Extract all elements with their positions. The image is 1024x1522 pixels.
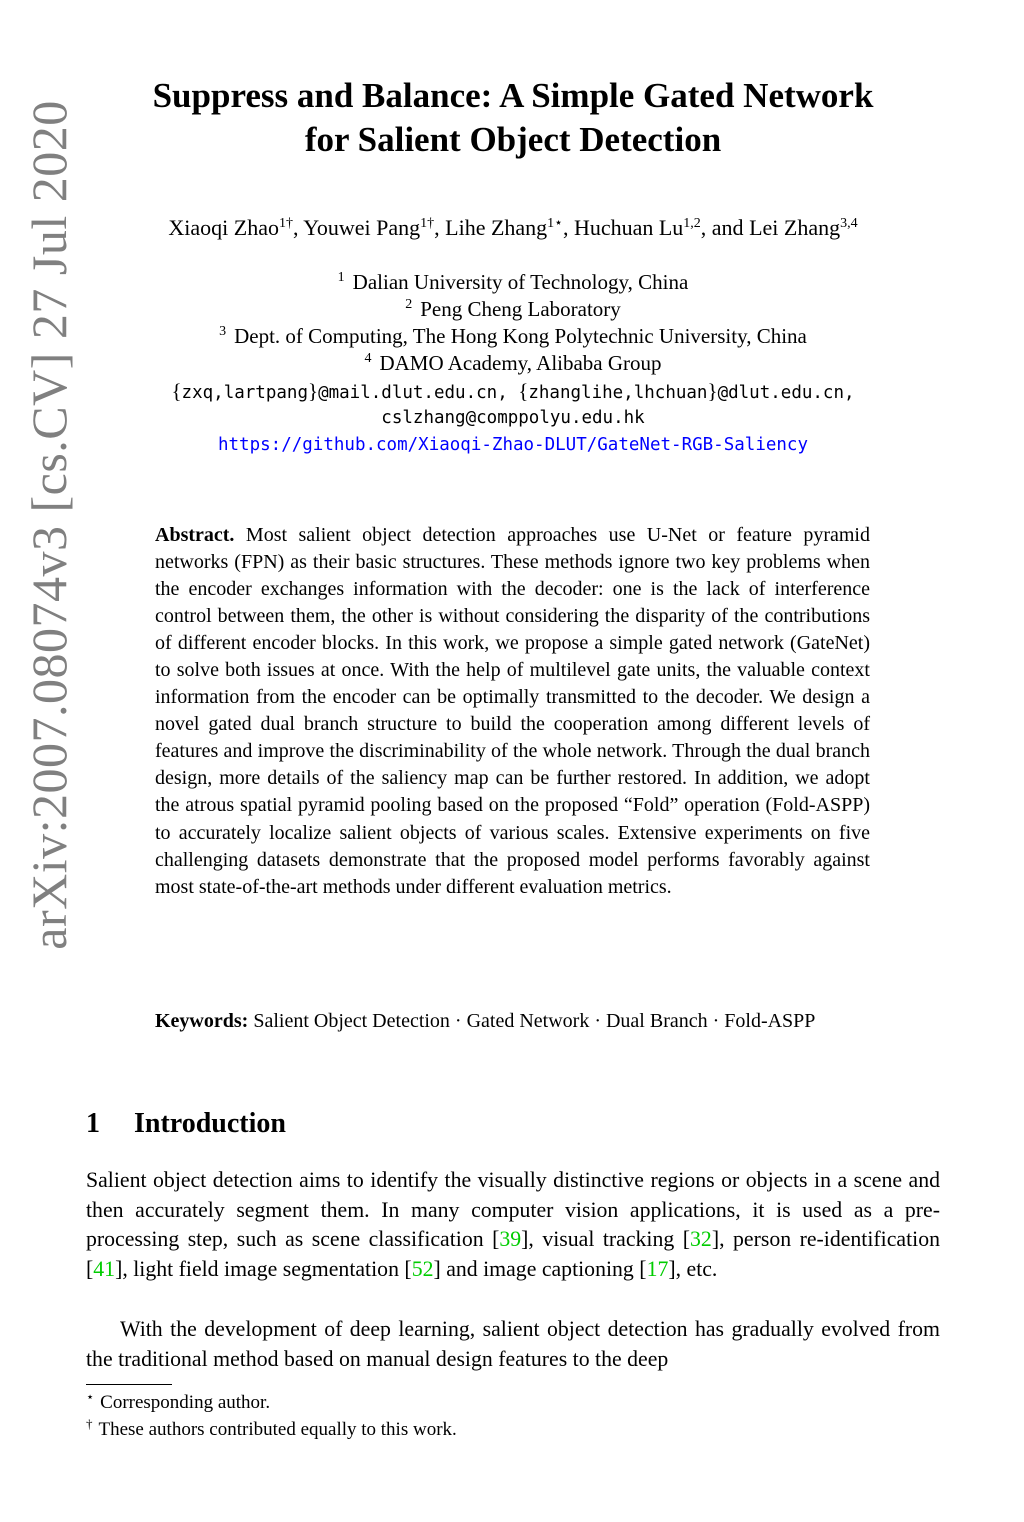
affiliation [80, 269, 946, 296]
arxiv-identifier: arXiv:2007.08074v3 [cs.CV] 27 Jul 2020 [21, 100, 77, 950]
author-superscript: 1⋆ [547, 216, 563, 231]
body-paragraph: Salient object detection aims to identify the visually distinctive regions or objects in a scene and then accurately segment them. In many computer vision applications, it is used as a pre-processing step, such as scene classification [39], visual tracking [32], person re-identification [41], light field image segmentation [52] and image captioning [17], etc. [86, 1168, 940, 1282]
abstract-label: Abstract. [155, 524, 235, 546]
brace: } [307, 379, 319, 403]
affiliation-number: 3 [219, 324, 227, 339]
author-name: Youwei Pang [303, 215, 421, 240]
title-line-1: Suppress and Balance: A Simple Gated Network [152, 76, 874, 115]
author-separator: , [293, 215, 304, 240]
paragraph-text: , etc. [675, 1257, 718, 1282]
author-superscript: 3,4 [840, 216, 858, 231]
brace: { [518, 379, 529, 403]
section-heading [86, 1104, 286, 1144]
author-name: Xiaoqi Zhao [168, 215, 279, 240]
affiliation-text: Peng Cheng Laboratory [420, 297, 621, 321]
affiliation-number: 4 [364, 351, 372, 366]
footnote [86, 1390, 270, 1416]
section-number: 1 [86, 1108, 100, 1139]
affiliation-text: DAMO Academy, Alibaba Group [379, 351, 662, 375]
affiliation-text: Dept. of Computing, The Hong Kong Polytechnic University, China [234, 324, 807, 348]
author-superscript: 1,2 [683, 216, 701, 231]
citation-link[interactable]: 39 [499, 1227, 522, 1252]
footnote-mark: ⋆ [86, 1389, 95, 1404]
section-title: Introduction [134, 1108, 286, 1139]
paragraph-text: and image captioning [440, 1257, 640, 1282]
author-separator: , [562, 215, 574, 240]
affiliation-number: 2 [405, 297, 413, 312]
author-name: Lei Zhang [749, 215, 841, 240]
footnote-mark: † [86, 1416, 93, 1431]
keywords-label: Keywords: [155, 1010, 249, 1032]
brace: } [707, 379, 718, 403]
footnote-text: These authors contributed equally to this work. [98, 1419, 457, 1440]
abstract [155, 522, 870, 901]
brace: { [171, 379, 182, 403]
email-line-1 [80, 378, 946, 407]
citation-link[interactable]: 41 [93, 1257, 116, 1282]
email-names: zxq,lartpang [181, 383, 308, 403]
author-name: Lihe Zhang [445, 215, 548, 240]
repo-link[interactable]: https://github.com/Xiaoqi-Zhao-DLUT/GateNet-RGB-Saliency [217, 435, 808, 455]
footnote-text: Corresponding author. [100, 1392, 271, 1413]
affiliation-text: Dalian University of Technology, China [352, 270, 689, 294]
keywords-text: Salient Object Detection · Gated Network · Dual Branch · Fold-ASPP [253, 1010, 816, 1032]
body-paragraph: With the development of deep learning, salient object detection has gradually evolved from the traditional method based on manual design features to the deep [86, 1317, 940, 1371]
paragraph-text: , light field image segmentation [122, 1257, 405, 1282]
email-domain: @mail.dlut.edu.cn, [318, 383, 519, 403]
affiliation [80, 296, 946, 323]
author-name: Huchuan Lu [573, 215, 684, 240]
title-line-2: for Salient Object Detection [304, 120, 722, 159]
citation-link[interactable]: 17 [646, 1257, 669, 1282]
paragraph-text: , visual tracking [528, 1227, 683, 1252]
author-list [80, 212, 946, 244]
author-separator: , and [700, 215, 750, 240]
affiliation-number: 1 [337, 270, 345, 285]
author-superscript: 1† [279, 216, 293, 231]
author-separator: , [434, 215, 446, 240]
email-names: zhanglihe,lhchuan [528, 383, 708, 403]
abstract-text: Most salient object detection approaches use U-Net or feature pyramid networks (FPN) as their basic structures. These methods ignore two key problems when the encoder exchanges information with the decoder: one is the lack of interference control between them, the other is without considering the disparity of the contributions of different encoder blocks. In this work, we propose a simple gated network (GateNet) to solve both issues at once. With the help of multilevel gate units, the valuable context information from the encoder can be optimally transmitted to the decoder. We design a novel gated dual branch structure to build the cooperation among different levels of features and improve the discriminability of the whole network. Through the dual branch design, more details of the saliency map can be further restored. In addition, we adopt the atrous spatial pyramid pooling based on the proposed “Fold” operation (Fold-ASPP) to accurately localize salient objects of various scales. Extensive experiments on five challenging datasets demonstrate that the proposed model performs favorably against most state-of-the-art methods under different evaluation metrics. [155, 524, 870, 898]
paper-title [80, 74, 946, 162]
author-superscript: 1† [420, 216, 435, 231]
citation-link[interactable]: 32 [690, 1227, 712, 1252]
affiliation [80, 323, 946, 350]
paragraph-text: , person re-identification [719, 1227, 940, 1252]
affiliation [80, 350, 946, 377]
footnote [86, 1417, 457, 1443]
email-domain: @dlut.edu.cn, [717, 383, 855, 403]
email-line-2: cslzhang@comppolyu.edu.hk [381, 408, 645, 428]
citation-link[interactable]: 52 [411, 1257, 434, 1282]
keywords [155, 1008, 870, 1035]
footnote-rule [86, 1384, 172, 1385]
paragraph-text: Salient object detection aims to identify the visually distinctive regions or objects in a scene and then accurately segment them. In many computer vision applications, it is used as a pre-processing step, such as scene classification [86, 1168, 940, 1252]
